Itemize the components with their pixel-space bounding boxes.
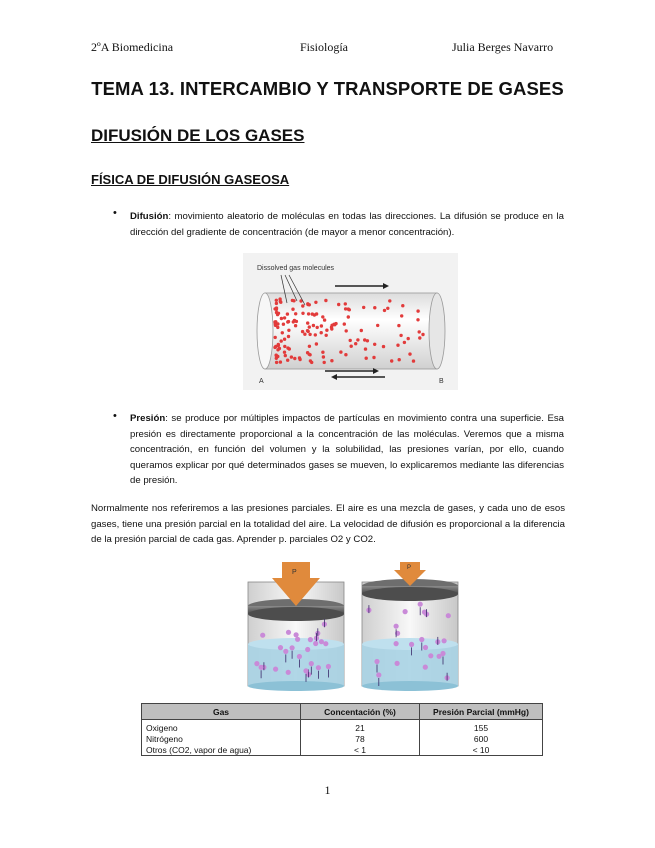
gas-molecule: [306, 303, 309, 306]
gas-molecule: [301, 330, 304, 333]
table-cell: Nitrógeno: [142, 733, 301, 744]
bullet-difusion: [130, 209, 564, 240]
table-header: Presión Parcial (mmHg): [420, 704, 543, 720]
partial-pressure-figure: [242, 562, 464, 692]
gas-molecule: [394, 624, 399, 629]
gas-molecule: [303, 668, 308, 673]
table-cell: 78: [301, 733, 420, 744]
gas-molecule: [314, 301, 317, 304]
gas-molecule: [322, 355, 325, 358]
gas-molecule: [254, 661, 259, 666]
bullet-term: Presión: [130, 413, 166, 424]
gas-molecule: [350, 345, 353, 348]
figure-label: Dissolved gas molecules: [257, 265, 335, 272]
gas-molecule: [399, 334, 402, 337]
gas-molecule: [398, 358, 401, 361]
gas-molecule: [274, 336, 277, 339]
gas-molecule: [280, 339, 283, 342]
gas-molecule: [382, 345, 385, 348]
gas-molecule: [321, 351, 324, 354]
gas-molecule: [388, 299, 391, 302]
gas-molecule: [308, 637, 313, 642]
gas-molecule: [364, 347, 367, 350]
gas-molecule: [286, 312, 289, 315]
gas-molecule: [277, 343, 280, 346]
gas-molecule: [298, 356, 301, 359]
gas-molecule: [362, 306, 365, 309]
gas-molecule: [287, 329, 290, 332]
gas-molecule: [287, 335, 290, 338]
gas-molecule: [416, 318, 419, 321]
gas-molecule: [313, 313, 316, 316]
gas-molecule: [344, 353, 347, 356]
gas-molecule: [374, 659, 379, 664]
table-cell: 600: [420, 733, 543, 744]
gas-molecule: [320, 331, 323, 334]
document-title: TEMA 13. INTERCAMBIO Y TRANSPORTE DE GASES: [91, 78, 564, 99]
subsection-heading: FÍSICA DE DIFUSIÓN GASEOSA: [91, 172, 290, 187]
gas-molecule: [396, 344, 399, 347]
table-row: [142, 744, 543, 756]
gas-molecule: [442, 638, 447, 643]
gas-molecule: [403, 341, 406, 344]
table-row: [142, 733, 543, 744]
gas-table-wrapper: [141, 703, 543, 756]
gas-molecule: [323, 318, 326, 321]
table-cell: 21: [301, 720, 420, 734]
gas-molecule: [308, 325, 311, 328]
page-number: 1: [324, 783, 331, 797]
gas-molecule: [307, 312, 310, 315]
gas-molecule: [400, 314, 403, 317]
gas-molecule: [308, 353, 311, 356]
gas-molecule: [283, 351, 286, 354]
diffusion-figure: [243, 253, 458, 390]
gas-molecule: [297, 654, 302, 659]
gas-molecule: [356, 338, 359, 341]
gas-molecule: [403, 609, 408, 614]
bullet-text: : movimiento aleatorio de moléculas en todas las direcciones. La difusión se produce en la dirección del gradiente de concentración (de mayor a menor concentración).: [130, 211, 564, 238]
gas-molecule: [412, 359, 415, 362]
gas-molecule: [286, 630, 291, 635]
piston-label-right: P: [407, 565, 412, 571]
gas-molecule: [390, 359, 393, 362]
gas-molecule: [279, 360, 282, 363]
gas-molecule: [347, 315, 350, 318]
bullet-marker: •: [113, 207, 117, 219]
gas-molecule: [372, 356, 375, 359]
gas-molecule: [275, 361, 278, 364]
table-row: [142, 720, 543, 734]
gas-molecule: [323, 361, 326, 364]
gas-molecule: [418, 602, 423, 607]
bullet-marker: •: [113, 410, 117, 422]
gas-molecule: [334, 322, 337, 325]
header-course: 2ºA Biomedicina: [91, 40, 174, 54]
gas-molecule: [312, 324, 315, 327]
gas-molecule: [326, 664, 331, 669]
gas-molecule: [325, 334, 328, 337]
table-cell: Otros (CO2, vapor de agua): [142, 744, 301, 756]
diffusion-tube-diagram: [243, 253, 458, 390]
gas-molecule: [294, 324, 297, 327]
gas-molecule: [259, 665, 264, 670]
bullet-text: : se produce por múltiples impactos de partículas en movimiento contra una superficie. Esa presión es directamente proporcional a la concentración de las moléculas. Veremos que a misma concentración, en función del volumen y la solubilidad, las presiones varían, por ello, cuando queramos explicar por qué determinados gases se mueven, lo explicaremos mediante las diferencias de presión.: [130, 413, 564, 487]
gas-molecule: [305, 647, 310, 652]
gas-molecule: [276, 348, 279, 351]
gas-molecule: [345, 329, 348, 332]
gas-molecule: [308, 333, 311, 336]
gas-molecule: [280, 317, 283, 320]
gas-molecule: [291, 308, 294, 311]
gas-table: [141, 703, 543, 756]
gas-molecule: [292, 299, 295, 302]
gas-molecule: [330, 327, 333, 330]
gas-molecule: [278, 297, 281, 300]
gas-molecule: [440, 651, 445, 656]
gas-molecule: [283, 316, 286, 319]
table-cell: < 1: [301, 744, 420, 756]
gas-molecule: [419, 637, 424, 642]
gas-molecule: [408, 352, 411, 355]
gas-molecule: [301, 304, 304, 307]
gas-molecule: [295, 637, 300, 642]
gas-molecule: [276, 355, 279, 358]
end-label-b: B: [439, 378, 444, 385]
gas-molecule: [394, 641, 399, 646]
gas-molecule: [275, 311, 278, 314]
gas-molecule: [349, 339, 352, 342]
gas-molecule: [446, 613, 451, 618]
gas-molecule: [275, 302, 278, 305]
gas-molecule: [260, 633, 265, 638]
gas-molecule: [290, 355, 293, 358]
gas-molecule: [376, 324, 379, 327]
gas-molecule: [276, 322, 279, 325]
gas-molecule: [360, 329, 363, 332]
gas-molecule: [428, 653, 433, 658]
gas-molecule: [315, 342, 318, 345]
gas-molecule: [281, 331, 284, 334]
gas-molecule: [275, 306, 278, 309]
section-heading: DIFUSIÓN DE LOS GASES: [91, 126, 305, 145]
table-cell: 155: [420, 720, 543, 734]
gas-molecule: [418, 330, 421, 333]
gas-molecule: [343, 322, 346, 325]
gas-molecule: [286, 359, 289, 362]
gas-molecule: [324, 299, 327, 302]
gas-molecule: [323, 641, 328, 646]
gas-molecule: [383, 309, 386, 312]
gas-molecule: [306, 329, 309, 332]
gas-molecule: [273, 667, 278, 672]
bullet-term: Difusión: [130, 211, 169, 222]
partial-pressure-paragraph: Normalmente nos referiremos a las presiones parciales. El aire es una mezcla de gases, y cada uno de esos gases, tiene una presión parcial en la totalidad del aire. La velocidad de difusión es proporcional a la diferencia de la presión parcial de cada gas. Aprender p. parciales O2 y CO2.: [91, 503, 565, 546]
gas-molecule: [354, 342, 357, 345]
header-author: Julia Berges Navarro: [452, 40, 554, 54]
gas-molecule: [287, 320, 290, 323]
gas-molecule: [286, 670, 291, 675]
gas-molecule: [423, 645, 428, 650]
gas-molecule: [407, 337, 410, 340]
gas-molecule: [313, 641, 318, 646]
gas-molecule: [397, 324, 400, 327]
gas-molecule: [293, 357, 296, 360]
gas-molecule: [301, 312, 304, 315]
piston-label-left: P: [292, 569, 297, 576]
table-cell: < 10: [420, 744, 543, 756]
gas-molecule: [283, 338, 286, 341]
gas-molecule: [423, 665, 428, 670]
gas-molecule: [316, 326, 319, 329]
gas-molecule: [306, 321, 309, 324]
gas-molecule: [363, 338, 366, 341]
gas-molecule: [283, 345, 286, 348]
gas-molecule: [330, 359, 333, 362]
gas-molecule: [320, 324, 323, 327]
gas-molecule: [294, 312, 297, 315]
gas-molecule: [373, 343, 376, 346]
gas-molecule: [309, 661, 314, 666]
gas-molecule: [316, 665, 321, 670]
gas-molecule: [409, 642, 414, 647]
gas-molecule: [386, 307, 389, 310]
end-label-a: A: [259, 378, 264, 385]
gas-molecule: [395, 661, 400, 666]
gas-molecule: [275, 299, 278, 302]
gas-molecule: [308, 345, 311, 348]
gas-molecule: [294, 632, 299, 637]
gas-molecule: [348, 308, 351, 311]
gas-molecule: [373, 306, 376, 309]
gas-molecule: [337, 303, 340, 306]
gas-molecule: [293, 319, 296, 322]
gas-molecule: [314, 333, 317, 336]
gas-molecule: [283, 649, 288, 654]
gas-molecule: [416, 309, 419, 312]
gas-molecule: [321, 315, 324, 318]
gas-molecule: [418, 336, 421, 339]
bullet-presion: [130, 411, 564, 489]
gas-molecule: [365, 357, 368, 360]
gas-molecule: [325, 329, 328, 332]
cylinders-diagram: [242, 562, 464, 692]
table-cell: Oxigeno: [142, 720, 301, 734]
gas-molecule: [376, 672, 381, 677]
gas-molecule: [303, 333, 306, 336]
table-header: Concentación (%): [301, 704, 420, 720]
gas-molecule: [344, 307, 347, 310]
header-subject: Fisiología: [300, 40, 349, 54]
gas-molecule: [290, 645, 295, 650]
gas-molecule: [421, 333, 424, 336]
gas-molecule: [344, 302, 347, 305]
gas-molecule: [282, 323, 285, 326]
gas-molecule: [284, 354, 287, 357]
gas-molecule: [401, 304, 404, 307]
table-header: Gas: [142, 704, 301, 720]
gas-molecule: [286, 346, 289, 349]
gas-molecule: [278, 645, 283, 650]
gas-molecule: [339, 350, 342, 353]
gas-molecule: [310, 361, 313, 364]
